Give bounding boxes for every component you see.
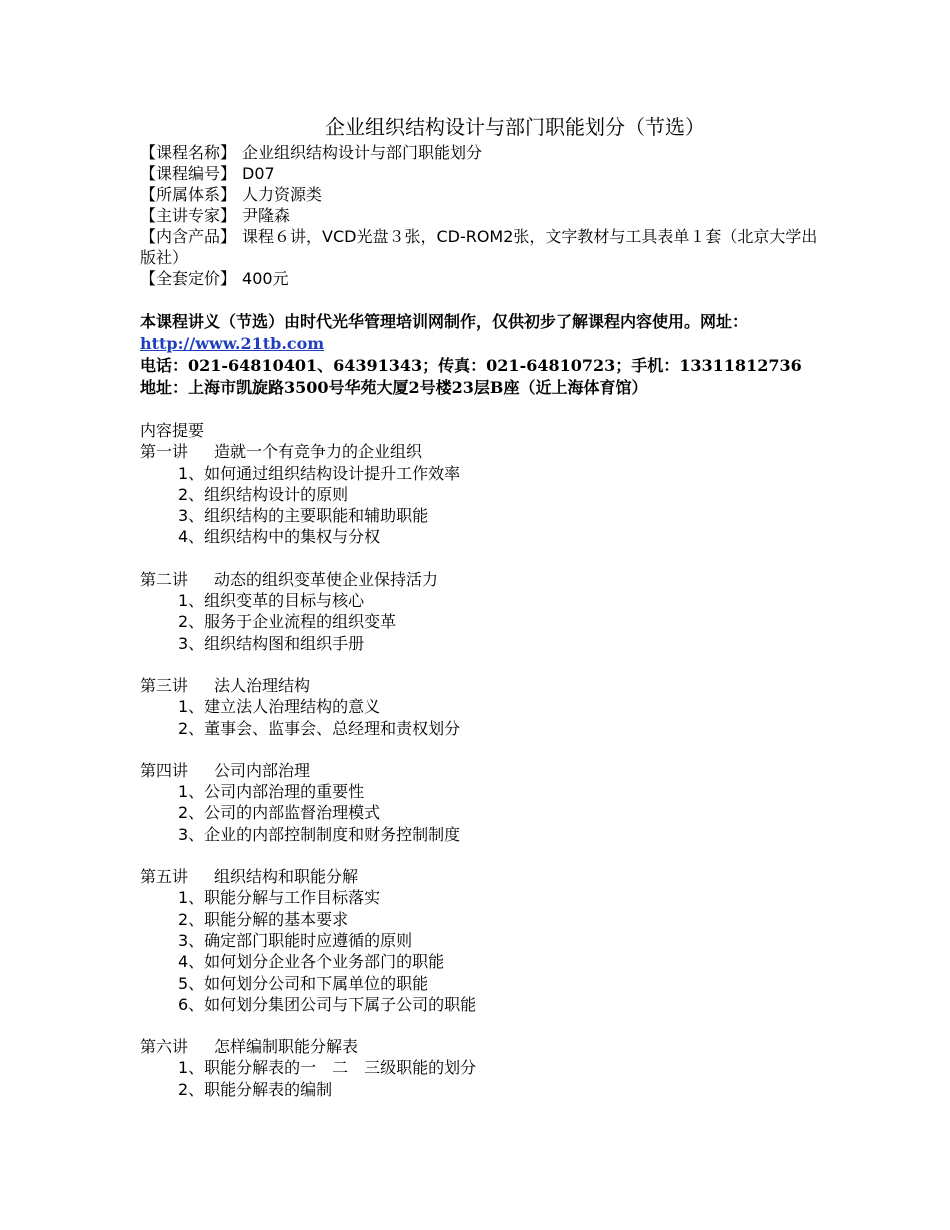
lecture-number: 第二讲: [140, 569, 189, 589]
notice-intro: [140, 311, 830, 355]
meta-label: 【所属体系】: [140, 185, 237, 204]
meta-category: [140, 184, 830, 205]
toc-heading: 内容提要: [140, 421, 205, 440]
meta-value: 尹隆森: [242, 206, 291, 225]
meta-value: D07: [242, 164, 275, 183]
meta-label: 【课程编号】: [140, 164, 237, 183]
lecture-heading: [140, 1036, 830, 1057]
lecture-heading: [140, 675, 830, 696]
meta-value: 课程６讲，VCD光盘３张，CD-ROM2张，文字教材与工具表单１套（北京大学出版社）: [140, 227, 818, 267]
lecture-title: 怎样编制职能分解表: [214, 1037, 359, 1057]
lecture-item: 1、职能分解表的一 二 三级职能的划分: [178, 1058, 477, 1078]
meta-price: [140, 268, 830, 289]
lecture-item: 1、公司内部治理的重要性: [178, 782, 365, 802]
lecture-number: 第四讲: [140, 760, 189, 780]
lecture-heading: [140, 866, 830, 887]
lecture-item: 3、确定部门职能时应遵循的原则: [178, 930, 413, 950]
spacer: [140, 739, 830, 760]
lecture-item: 1、如何通过组织结构设计提升工作效率: [178, 463, 461, 483]
contact-address: 地址：上海市凯旋路3500号华苑大厦2号楼23层B座（近上海体育馆）: [140, 378, 648, 397]
spacer: [140, 654, 830, 675]
lecture-item: 1、建立法人治理结构的意义: [178, 697, 381, 717]
lecture-item: 1、职能分解与工作目标落实: [178, 888, 381, 908]
meta-label: 【内含产品】: [140, 227, 237, 246]
document-page: [140, 112, 830, 1100]
meta-value: 人力资源类: [242, 185, 323, 204]
lecture-number: 第一讲: [140, 442, 189, 462]
lecture-number: 第三讲: [140, 675, 189, 695]
spacer: [140, 548, 830, 569]
lecture-item: 5、如何划分公司和下属单位的职能: [178, 973, 429, 993]
lecture-item: 2、公司的内部监督治理模式: [178, 803, 381, 823]
lecture-title: 造就一个有竞争力的企业组织: [214, 442, 423, 462]
meta-label: 【课程名称】: [140, 143, 237, 162]
lecture-6: [140, 1036, 830, 1100]
lecture-title: 公司内部治理: [214, 760, 311, 780]
notice-text: 本课程讲义（节选）由时代光华管理培训网制作，仅供初步了解课程内容使用。网址：: [140, 312, 749, 331]
spacer: [140, 399, 830, 420]
lecture-title: 法人治理结构: [214, 675, 311, 695]
meta-label: 【全套定价】: [140, 269, 237, 288]
lecture-item: 3、组织结构的主要职能和辅助职能: [178, 506, 429, 526]
lecture-number: 第五讲: [140, 867, 189, 887]
spacer: [140, 845, 830, 866]
lecture-item: 2、职能分解的基本要求: [178, 909, 349, 929]
meta-course-name: [140, 142, 830, 163]
lecture-number: 第六讲: [140, 1037, 189, 1057]
lecture-item: 1、组织变革的目标与核心: [178, 591, 365, 611]
meta-lecturer: [140, 205, 830, 226]
meta-value: 400元: [242, 269, 289, 288]
lecture-title: 动态的组织变革使企业保持活力: [214, 569, 439, 589]
document-title: 企业组织结构设计与部门职能划分（节选）: [325, 115, 705, 139]
lecture-4: [140, 760, 830, 845]
notice-block: [140, 311, 830, 399]
website-link[interactable]: http://www.21tb.com: [140, 334, 325, 353]
lecture-item: 3、企业的内部控制制度和财务控制制度: [178, 824, 461, 844]
lecture-heading: [140, 441, 830, 462]
lecture-item: 4、组织结构中的集权与分权: [178, 527, 381, 547]
lecture-item: 2、董事会、监事会、总经理和责权划分: [178, 718, 461, 738]
lecture-item: 2、组织结构设计的原则: [178, 484, 349, 504]
lecture-heading: [140, 569, 830, 590]
lecture-item: 3、组织结构图和组织手册: [178, 633, 365, 653]
meta-products: [140, 226, 830, 268]
lecture-title: 组织结构和职能分解: [214, 867, 359, 887]
lecture-3: [140, 675, 830, 739]
lecture-heading: [140, 760, 830, 781]
lecture-item: 2、服务于企业流程的组织变革: [178, 612, 397, 632]
lecture-1: [140, 441, 830, 547]
meta-value: 企业组织结构设计与部门职能划分: [242, 143, 483, 162]
lecture-item: 4、如何划分企业各个业务部门的职能: [178, 952, 445, 972]
meta-course-code: [140, 163, 830, 184]
lecture-2: [140, 569, 830, 654]
lecture-item: 6、如何划分集团公司与下属子公司的职能: [178, 994, 477, 1014]
meta-label: 【主讲专家】: [140, 206, 237, 225]
course-meta: [140, 142, 830, 289]
spacer: [140, 1015, 830, 1036]
lecture-5: [140, 866, 830, 1015]
contact-phone: 电话：021-64810401、64391343；传真：021-64810723；手机：13311812736: [140, 356, 802, 375]
lecture-item: 2、职能分解表的编制: [178, 1079, 333, 1099]
